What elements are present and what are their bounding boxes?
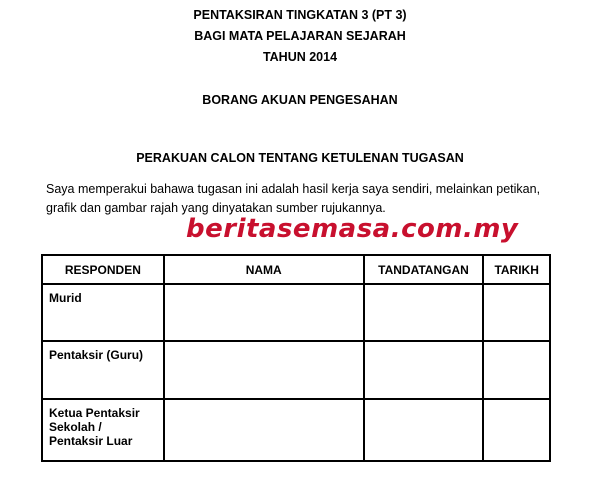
tarikh-cell[interactable] xyxy=(483,399,550,461)
responden-label: Pentaksir (Guru) xyxy=(49,348,144,362)
table-row xyxy=(42,399,550,461)
section-title: PERAKUAN CALON TENTANG KETULENAN TUGASAN xyxy=(136,151,464,165)
responden-cell xyxy=(42,399,164,461)
responden-cell xyxy=(42,341,164,399)
declaration-line-2: grafik dan gambar rajah yang dinyatakan sumber rujukannya. xyxy=(46,201,386,215)
header-nama: NAMA xyxy=(164,255,364,284)
declaration-text xyxy=(46,180,566,218)
tarikh-cell[interactable] xyxy=(483,341,550,399)
form-title: BORANG AKUAN PENGESAHAN xyxy=(202,93,398,107)
header-responden: RESPONDEN xyxy=(42,255,164,284)
header-line-1: PENTAKSIRAN TINGKATAN 3 (PT 3) xyxy=(193,8,407,22)
tarikh-cell[interactable] xyxy=(483,284,550,341)
declaration-line-1: Saya memperakui bahawa tugasan ini adalah hasil kerja saya sendiri, melainkan petikan, xyxy=(46,182,541,196)
header-line-2: BAGI MATA PELAJARAN SEJARAH xyxy=(194,29,406,43)
table-row xyxy=(42,341,550,399)
responden-label: Ketua Pentaksir xyxy=(49,406,140,420)
table-header-row xyxy=(42,255,550,284)
header-year: TAHUN 2014 xyxy=(262,50,338,64)
table-row xyxy=(42,284,550,341)
responden-cell xyxy=(42,284,164,341)
header-tarikh: TARIKH xyxy=(483,255,550,284)
tandatangan-cell[interactable] xyxy=(364,341,484,399)
tandatangan-cell[interactable] xyxy=(364,284,484,341)
responden-label: Pentaksir Luar xyxy=(49,434,133,448)
nama-cell[interactable] xyxy=(164,284,364,341)
header-tandatangan: TANDATANGAN xyxy=(364,255,484,284)
responden-label: Murid xyxy=(49,291,82,305)
tandatangan-cell[interactable] xyxy=(364,399,484,461)
nama-cell[interactable] xyxy=(164,341,364,399)
watermark: beritasemasa.com.my xyxy=(186,214,519,244)
nama-cell[interactable] xyxy=(164,399,364,461)
verification-table xyxy=(41,254,551,462)
responden-label: Sekolah / xyxy=(49,420,102,434)
